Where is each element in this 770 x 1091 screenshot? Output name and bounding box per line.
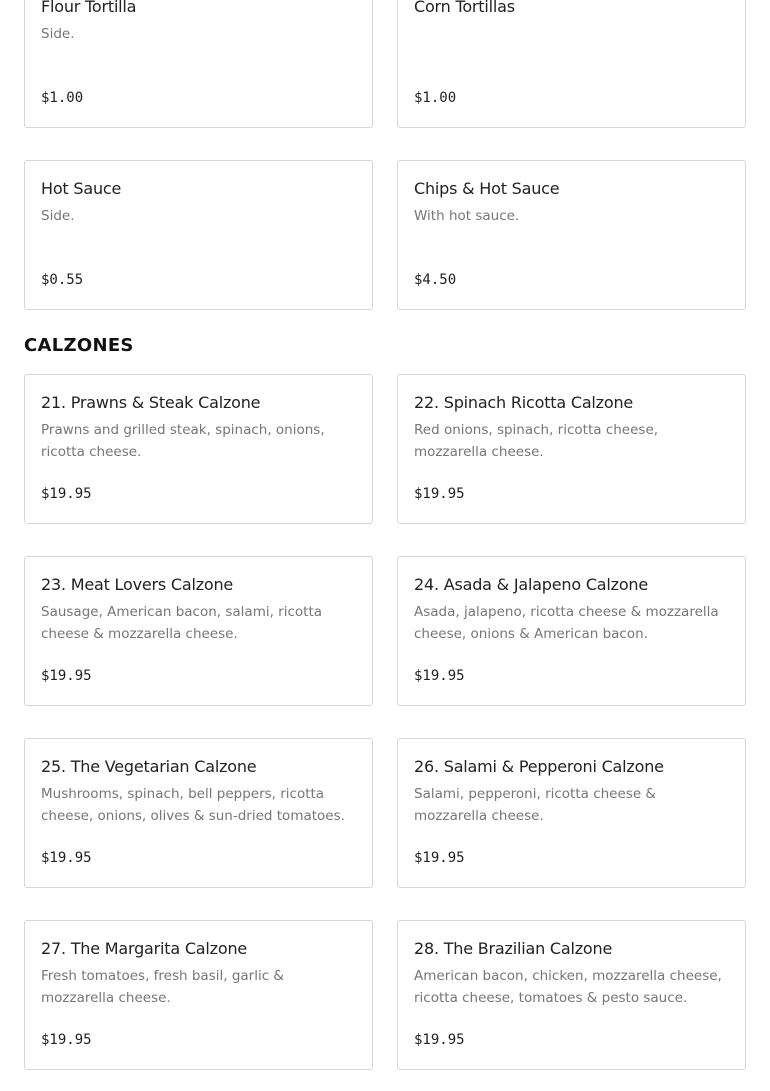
menu-item-card[interactable] — [397, 738, 746, 888]
menu-item-price: $19.95 — [414, 1032, 465, 1048]
menu-item-name: 22. Spinach Ricotta Calzone — [414, 393, 634, 412]
menu-item-name: 24. Asada & Jalapeno Calzone — [414, 575, 649, 594]
menu-item-price: $0.55 — [41, 272, 84, 288]
menu-item-name: 28. The Brazilian Calzone — [414, 939, 613, 958]
menu-item-card[interactable] — [24, 738, 373, 888]
menu-item-price: $1.00 — [414, 90, 457, 106]
menu-item-card[interactable] — [397, 0, 746, 128]
menu-item-description: Sausage, American bacon, salami, ricotta cheese & mozzarella cheese. — [41, 604, 323, 642]
menu-item-card[interactable] — [24, 160, 373, 310]
menu-item-name: Chips & Hot Sauce — [414, 179, 560, 198]
menu-item-price: $19.95 — [41, 668, 92, 684]
menu-item-card[interactable] — [24, 0, 373, 128]
menu-item-description: Red onions, spinach, ricotta cheese, mozzarella cheese. — [414, 422, 659, 460]
section-title-calzones: CALZONES — [24, 335, 134, 356]
menu-item-name: 23. Meat Lovers Calzone — [41, 575, 234, 594]
menu-item-description: Side. — [41, 26, 75, 42]
menu-item-description: Side. — [41, 208, 75, 224]
menu-item-description: Prawns and grilled steak, spinach, onions, ricotta cheese. — [41, 422, 325, 460]
menu-item-card[interactable] — [397, 556, 746, 706]
menu-item-name: 25. The Vegetarian Calzone — [41, 757, 257, 776]
menu-item-price: $19.95 — [414, 668, 465, 684]
menu-item-description: Mushrooms, spinach, bell peppers, ricotta cheese, onions, olives & sun-dried tomatoes. — [41, 786, 345, 824]
menu-item-name: Hot Sauce — [41, 179, 122, 198]
menu-item-price: $19.95 — [414, 850, 465, 866]
menu-item-price: $19.95 — [414, 486, 465, 502]
menu-item-price: $19.95 — [41, 1032, 92, 1048]
menu-item-card[interactable] — [24, 374, 373, 524]
menu-item-name: 27. The Margarita Calzone — [41, 939, 248, 958]
menu-item-card[interactable] — [397, 160, 746, 310]
menu-item-card[interactable] — [24, 920, 373, 1070]
menu-item-description: With hot sauce. — [414, 208, 520, 224]
menu-item-description: Asada, jalapeno, ricotta cheese & mozzarella cheese, onions & American bacon. — [414, 604, 719, 642]
menu-item-name: 26. Salami & Pepperoni Calzone — [414, 757, 664, 776]
menu-item-name: Flour Tortilla — [41, 0, 137, 16]
menu-item-description: American bacon, chicken, mozzarella cheese, ricotta cheese, tomatoes & pesto sauce. — [414, 968, 722, 1006]
menu-item-description: Fresh tomatoes, fresh basil, garlic & mozzarella cheese. — [41, 968, 284, 1006]
menu-item-name: 21. Prawns & Steak Calzone — [41, 393, 261, 412]
menu-item-price: $19.95 — [41, 486, 92, 502]
menu-item-card[interactable] — [397, 920, 746, 1070]
menu-item-price: $19.95 — [41, 850, 92, 866]
menu-item-description: Salami, pepperoni, ricotta cheese & mozzarella cheese. — [414, 786, 656, 824]
menu-item-name: Corn Tortillas — [414, 0, 515, 16]
menu-item-price: $4.50 — [414, 272, 457, 288]
menu-item-price: $1.00 — [41, 90, 84, 106]
menu-item-card[interactable] — [24, 556, 373, 706]
menu-item-card[interactable] — [397, 374, 746, 524]
